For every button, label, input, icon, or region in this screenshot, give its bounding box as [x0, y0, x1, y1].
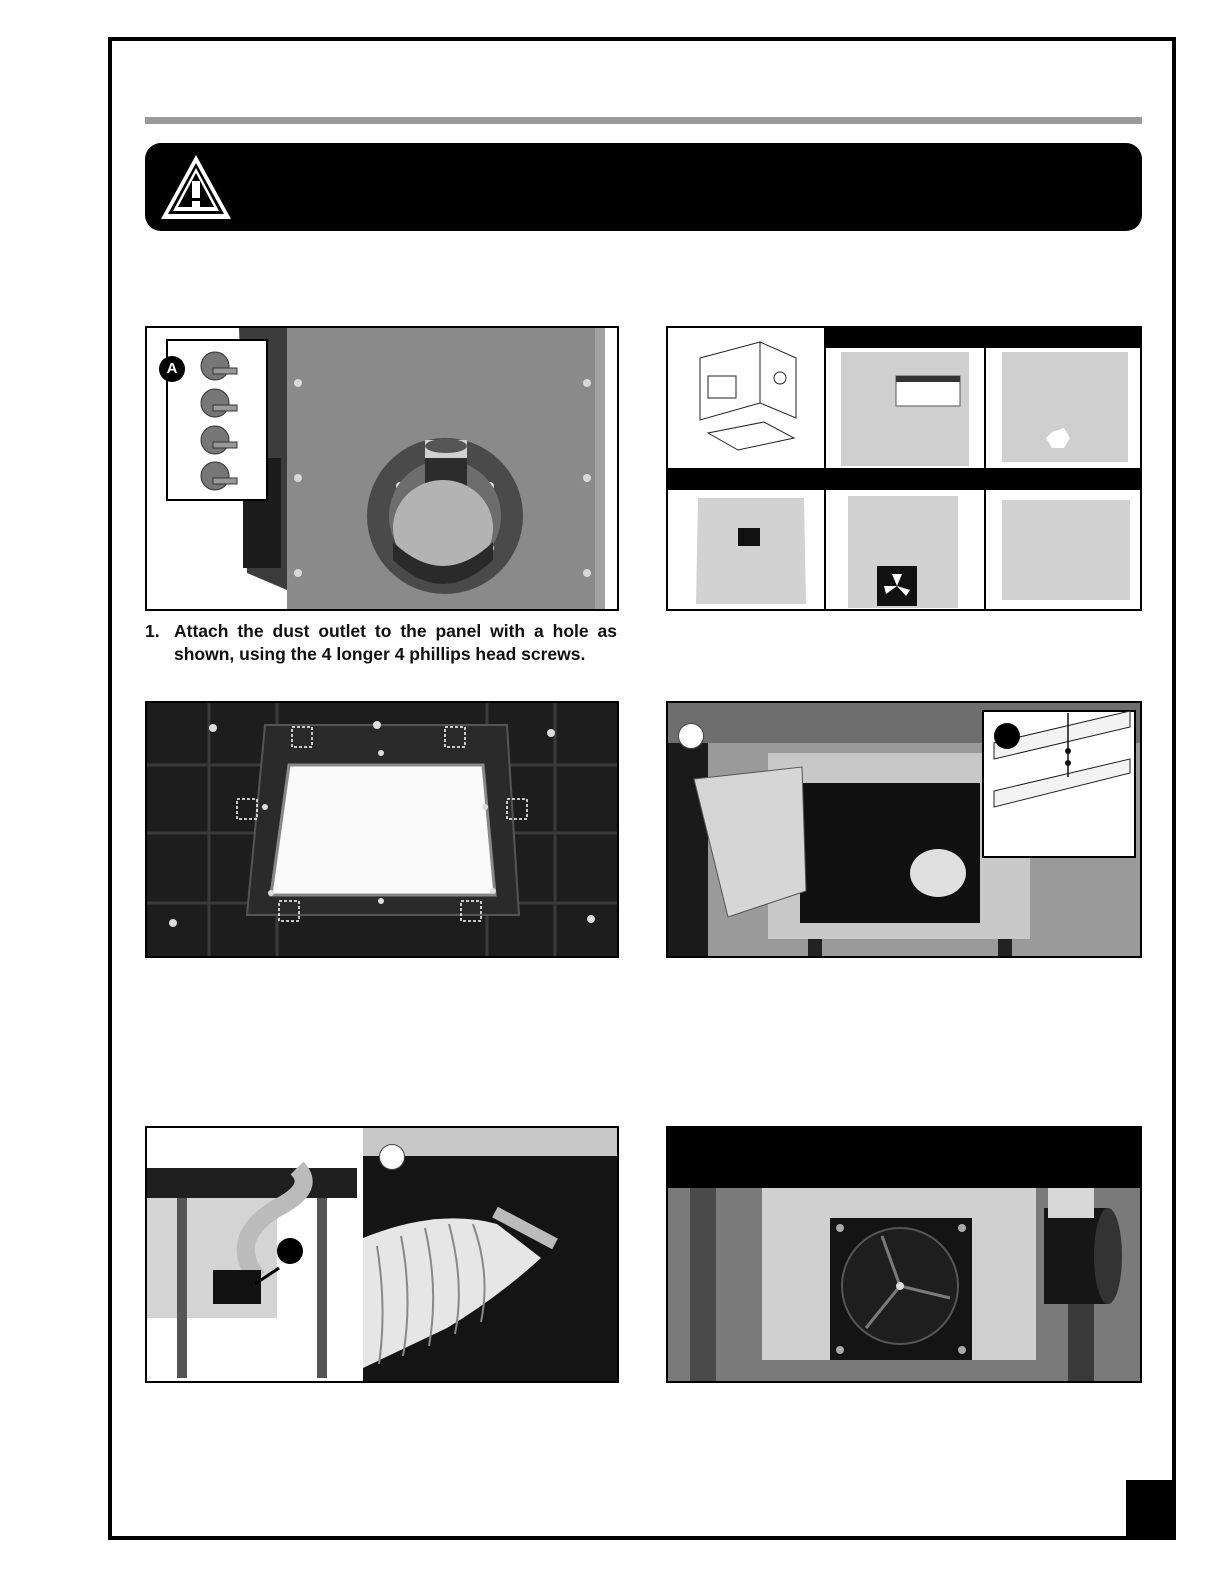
figure-cabinet-door: [666, 701, 1142, 958]
warning-banner: [145, 143, 1142, 231]
figure-hose-connection: [145, 1126, 619, 1383]
callout-badge-a: A: [159, 356, 185, 382]
warning-triangle-icon: [157, 151, 235, 223]
header-rule: [145, 117, 1142, 124]
page-number-tab: [1126, 1480, 1172, 1536]
callout-badge-inset: [994, 723, 1020, 749]
figure-dust-outlet-panel: [145, 326, 619, 611]
step-1-instruction: [145, 620, 617, 666]
table-underside-photo: [147, 703, 619, 958]
callout-badge-inset-2: [379, 1144, 405, 1170]
step-1-line-1: Attach the dust outlet to the panel with a hole as: [174, 621, 617, 641]
step-1-line-2: shown, using the 4 longer 4 phillips head screws.: [174, 644, 586, 664]
callout-badge-hose: [277, 1238, 303, 1264]
dust-outlet-photo: [147, 328, 619, 611]
figure-table-underside: [145, 701, 619, 958]
figure-panel-parts: [666, 326, 1142, 611]
panel-parts-diagram: [668, 328, 1142, 611]
step-number: 1.: [145, 621, 160, 641]
figure-finished-back-panel: [666, 1126, 1142, 1383]
cabinet-door-photo: [668, 703, 1142, 958]
callout-badge-left: [678, 723, 704, 749]
back-panel-photo: [668, 1128, 1142, 1383]
